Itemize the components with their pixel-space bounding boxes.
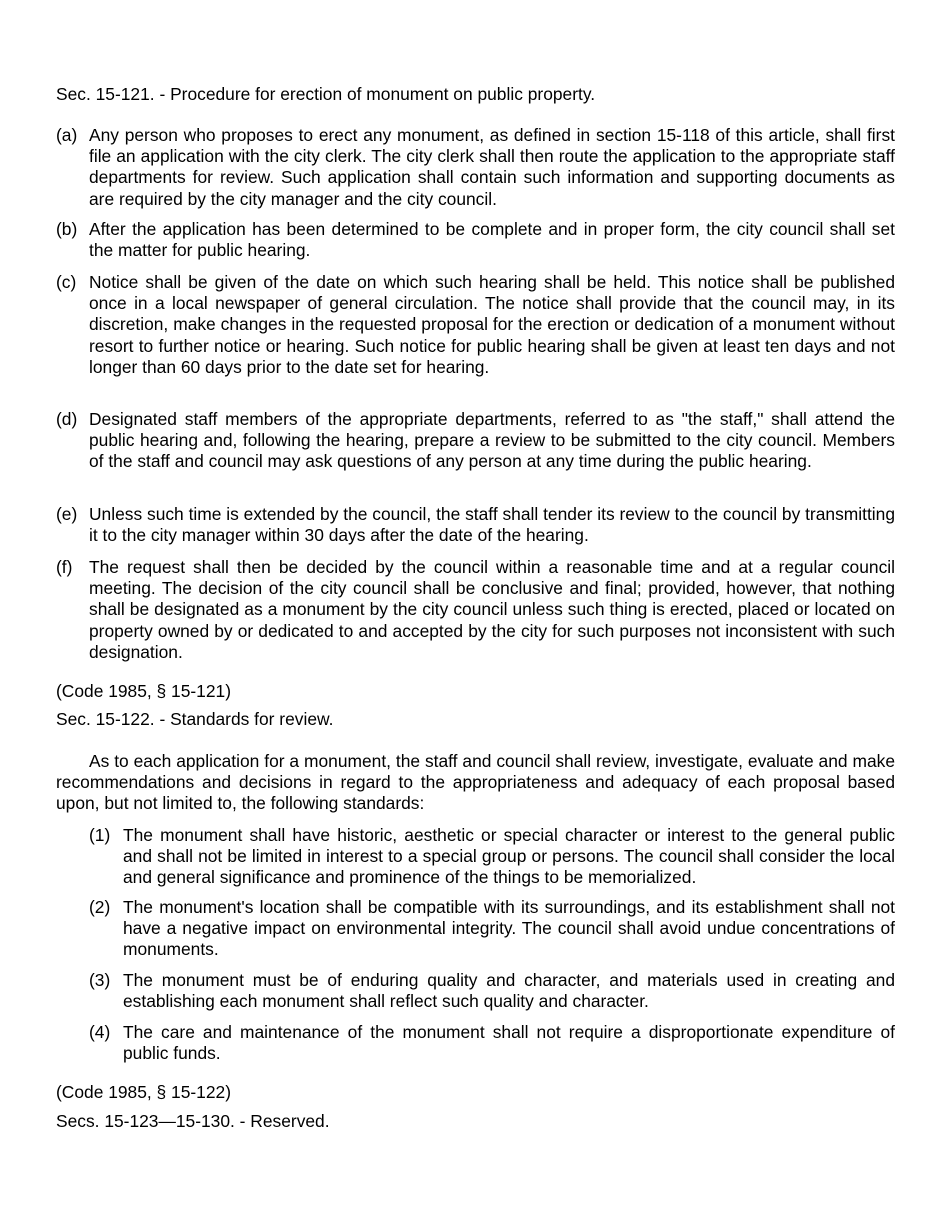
item-text: The request shall then be decided by the council within a reasonable time and at a regular council meeting. The decision of the city council shall be conclusive and final; provided, however, that nothing shall be designated as a monument by the city council unless such thing is erected, placed or located on property owned by or dedicated to and accepted by the city for such purposes not inconsistent with such designation. — [89, 557, 895, 662]
item-label: (b) — [56, 219, 78, 239]
standard-4 — [89, 1022, 895, 1064]
item-label: (e) — [56, 504, 78, 524]
section-121-item-b — [56, 219, 895, 261]
standard-label: (1) — [89, 825, 111, 845]
standard-label: (2) — [89, 897, 111, 917]
section-121-item-c — [56, 272, 895, 378]
section-121-item-a — [56, 125, 895, 210]
item-text: Designated staff members of the appropriate departments, referred to as "the staff," shall attend the public hearing and, following the hearing, prepare a review to be submitted to the city council. Members of the staff and council may ask questions of any person at any time during the public hearing. — [89, 409, 895, 472]
standard-text: The monument shall have historic, aesthetic or special character or interest to the general public and shall not be limited in interest to a special group or persons. The council shall consider the local and general significance and prominence of the things to be memorialized. — [123, 825, 895, 888]
reserved-heading: Secs. 15-123—15-130. - Reserved. — [56, 1111, 330, 1131]
section-122-intro: As to each application for a monument, the staff and council shall review, investigate, evaluate and make recommendations and decisions in regard to the appropriateness and adequacy of each proposal based upon, but not limited to, the following standards: — [56, 751, 895, 814]
section-121-item-f — [56, 557, 895, 663]
section-122-history: (Code 1985, § 15-122) — [56, 1082, 231, 1102]
standard-label: (4) — [89, 1022, 111, 1042]
section-122-heading: Sec. 15-122. - Standards for review. — [56, 709, 334, 729]
standard-label: (3) — [89, 970, 111, 990]
section-121-heading: Sec. 15-121. - Procedure for erection of monument on public property. — [56, 84, 596, 104]
item-text: Any person who proposes to erect any monument, as defined in section 15-118 of this article, shall first file an application with the city clerk. The city clerk shall then route the application to the appropriate staff departments for review. Such application shall contain such information and supporting documents as are required by the city manager and the city council. — [89, 125, 895, 209]
item-text: After the application has been determined to be complete and in proper form, the city council shall set the matter for public hearing. — [89, 219, 895, 261]
item-label: (a) — [56, 125, 78, 145]
section-121-history: (Code 1985, § 15-121) — [56, 681, 231, 701]
item-label: (f) — [56, 557, 73, 577]
standard-1 — [89, 825, 895, 889]
section-121-item-d — [56, 409, 895, 473]
standard-text: The care and maintenance of the monument shall not require a disproportionate expenditure of public funds. — [123, 1022, 895, 1064]
standard-3 — [89, 970, 895, 1012]
standard-2 — [89, 897, 895, 961]
item-label: (c) — [56, 272, 77, 292]
item-text: Notice shall be given of the date on which such hearing shall be held. This notice shall be published once in a local newspaper of general circulation. The notice shall provide that the council may, in its discretion, make changes in the requested proposal for the erection or dedication of a monument without resort to further notice or hearing. Such notice for public hearing shall be given at least ten days and not longer than 60 days prior to the date set for hearing. — [89, 272, 895, 377]
section-121-item-e — [56, 504, 895, 546]
standard-text: The monument's location shall be compatible with its surroundings, and its establishment shall not have a negative impact on environmental integrity. The council shall avoid undue concentrations of monuments. — [123, 897, 895, 960]
standard-text: The monument must be of enduring quality and character, and materials used in creating and establishing each monument shall reflect such quality and character. — [123, 970, 895, 1012]
item-label: (d) — [56, 409, 78, 429]
item-text: Unless such time is extended by the council, the staff shall tender its review to the council by transmitting it to the city manager within 30 days after the date of the hearing. — [89, 504, 895, 546]
